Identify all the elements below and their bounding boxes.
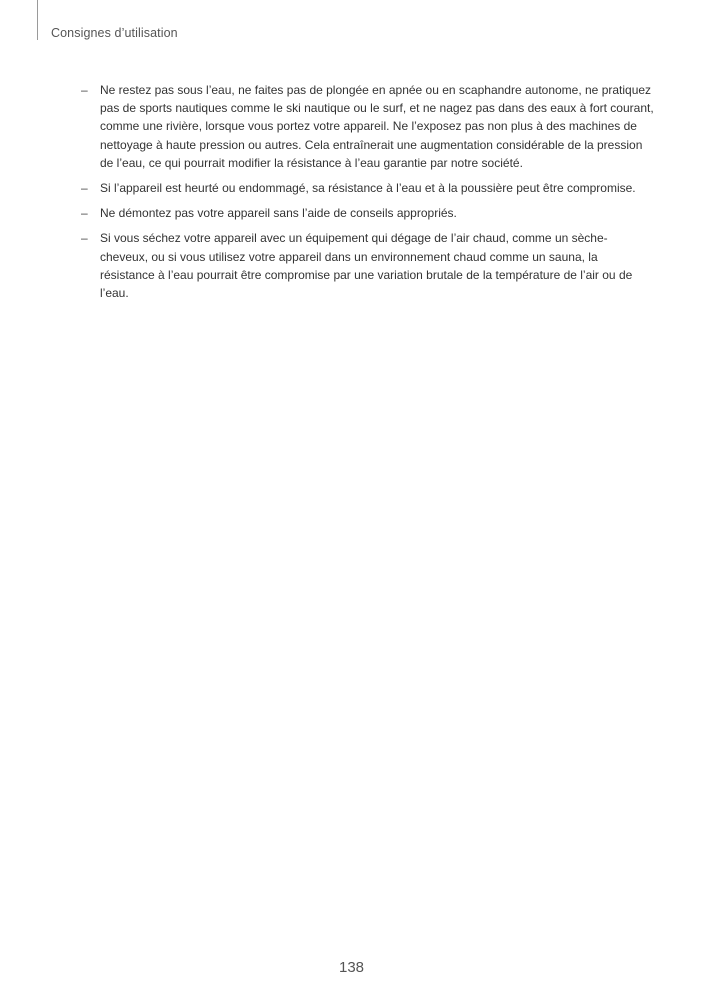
- list-item: [81, 229, 655, 302]
- list-item-text: Ne démontez pas votre appareil sans l’aide de conseils appropriés.: [100, 206, 457, 221]
- list-item: [81, 179, 655, 197]
- dash-bullet-icon: –: [81, 231, 88, 246]
- list-item-text: Si vous séchez votre appareil avec un équipement qui dégage de l’air chaud, comme un sèche-cheveux, ou si vous utilisez votre appareil dans un environnement chaud comme un sauna, la résistance à l’eau pourrait être compromise par une variation brutale de la température de l’air ou de l’eau.: [100, 231, 633, 301]
- list-item-text: Si l’appareil est heurté ou endommagé, sa résistance à l’eau et à la poussière peut être compromise.: [100, 181, 636, 196]
- dash-bullet-icon: –: [81, 181, 88, 196]
- section-header-title: Consignes d’utilisation: [51, 26, 178, 40]
- dash-bullet-icon: –: [81, 83, 88, 97]
- list-item-text: Ne restez pas sous l’eau, ne faites pas de plongée en apnée ou en scaphandre autonome, ne pratiquez pas de sports nautiques comme le ski nautique ou le surf, et ne nagez pas dans des eaux à fort courant, comme une rivière, lorsque vous portez votre appareil. Ne l’exposez pas non plus à des machines de nettoyage à haute pression ou autres. Cela entraînerait une augmentation considérable de la pression de l’eau, ce qui pourrait modifier la résistance à l’eau garantie par notre société.: [100, 83, 654, 170]
- page-number: 138: [338, 959, 365, 976]
- precautions-list: [81, 81, 655, 309]
- list-item: [81, 81, 655, 172]
- dash-bullet-icon: –: [81, 206, 88, 221]
- header-divider: [37, 0, 38, 40]
- list-item: [81, 204, 655, 222]
